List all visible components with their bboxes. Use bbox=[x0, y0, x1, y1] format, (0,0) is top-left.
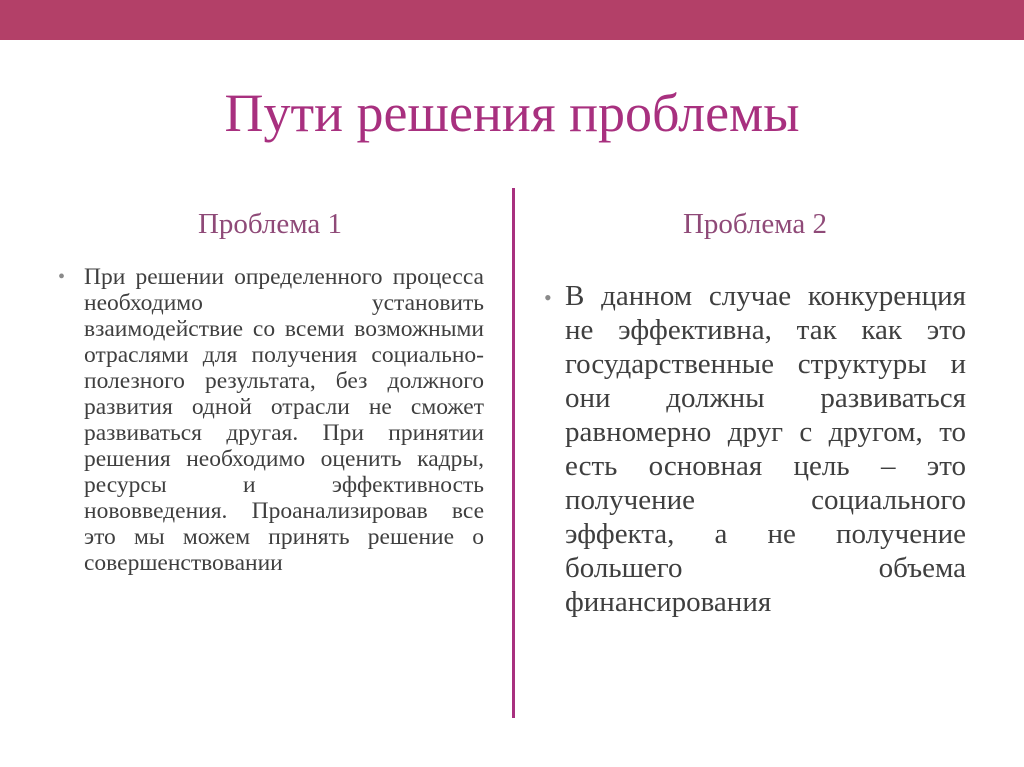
column-1-bullet-item bbox=[58, 264, 484, 576]
bullet-icon: • bbox=[544, 285, 552, 310]
slide-title: Пути решения проблемы bbox=[224, 83, 800, 143]
top-accent-bar bbox=[0, 0, 1024, 40]
bullet-icon: • bbox=[58, 266, 66, 288]
column-2-heading: Проблема 2 bbox=[682, 208, 828, 240]
column-1-text: При решении определенного процесса необходимо установить взаимодействие со всеми возможными отраслями для получения социально-полезного результата, без должного развития одной отрасли не сможет развиваться другая. При принятии решения необходимо оценить кадры, ресурсы и эффективность нововведения. Проанализировав все это мы можем принять решение о совершенствовании bbox=[84, 264, 484, 576]
column-1-heading: Проблема 1 bbox=[197, 208, 343, 240]
column-divider bbox=[512, 188, 515, 718]
column-2-text: В данном случае конкуренция не эффективна, так как это государственные структуры и они должны развиваться равномерно друг с другом, то есть основная цель – это получение социального эффекта, а не получение большего объема финансирования bbox=[565, 280, 966, 618]
column-2-bullet-item bbox=[544, 279, 966, 619]
